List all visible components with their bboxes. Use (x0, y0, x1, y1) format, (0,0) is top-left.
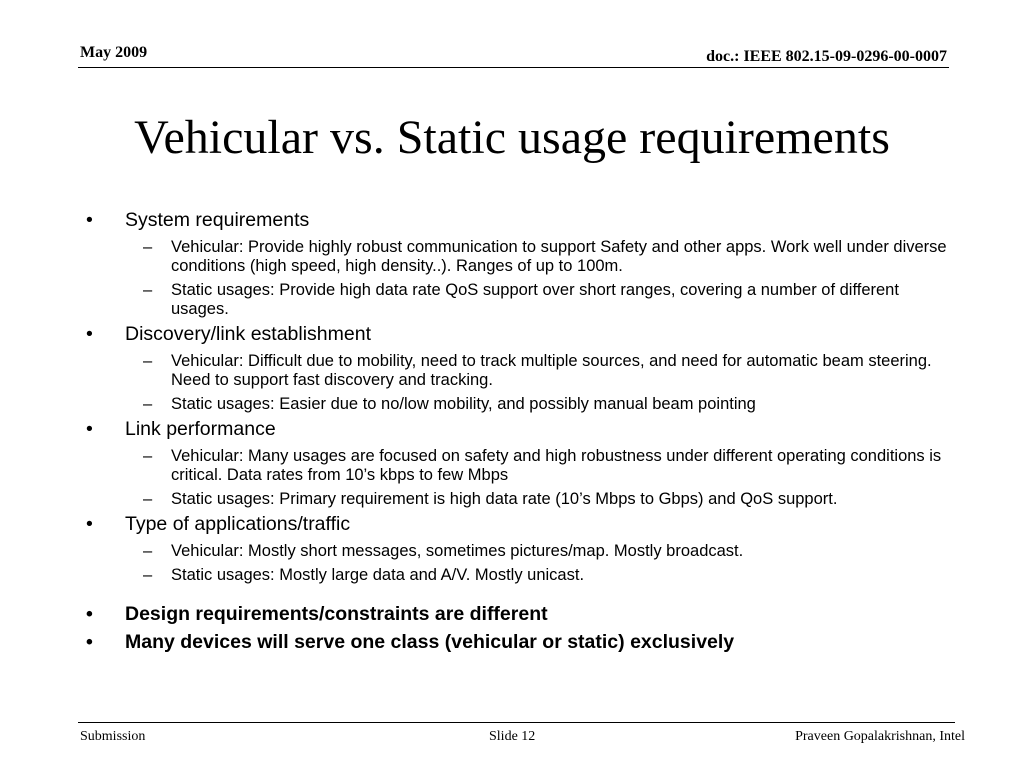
bullet-text: System requirements (125, 209, 310, 231)
bullet-mark: • (86, 513, 93, 535)
sub-bullet-static (143, 395, 951, 414)
sub-bullet-text: Static usages: Mostly large data and A/V. Mostly unicast. (171, 566, 585, 584)
sub-bullet-mark: – (143, 352, 153, 370)
bullet-link-performance (86, 417, 965, 442)
bullet-applications-traffic (86, 512, 965, 537)
sub-bullet-text: Vehicular: Provide highly robust communication to support Safety and other apps. Work well under diverse conditions (high speed, high density..). Ranges of up to 100m. (171, 238, 947, 275)
footer-divider (78, 722, 955, 723)
conclusion-device-class (86, 630, 965, 655)
bullet-mark: • (86, 209, 93, 231)
conclusion-text: Many devices will serve one class (vehicular or static) exclusively (125, 631, 735, 653)
sub-bullet-text: Vehicular: Many usages are focused on safety and high robustness under different operating conditions is critical. Data rates from 10’s kbps to few Mbps (171, 447, 942, 484)
bullet-mark: • (86, 631, 93, 653)
header-divider (78, 67, 949, 68)
sub-bullet-vehicular (143, 352, 951, 390)
sub-bullet-mark: – (143, 490, 153, 508)
sub-bullet-text: Static usages: Easier due to no/low mobility, and possibly manual beam pointing (171, 395, 756, 413)
sub-bullet-static (143, 490, 951, 509)
bullet-mark: • (86, 603, 93, 625)
slide-body (0, 205, 1024, 655)
bullet-text: Link performance (125, 418, 276, 440)
footer-submission: Submission (80, 729, 146, 744)
sub-bullet-mark: – (143, 566, 153, 584)
footer-author: Praveen Gopalakrishnan, Intel (795, 729, 965, 744)
sub-bullet-text: Vehicular: Mostly short messages, sometimes pictures/map. Mostly broadcast. (171, 542, 744, 560)
sub-bullet-mark: – (143, 447, 153, 465)
bullet-discovery-link (86, 322, 965, 347)
sub-bullet-vehicular (143, 542, 951, 561)
bullet-system-requirements (86, 208, 965, 233)
header-date: May 2009 (80, 44, 148, 61)
header-doc-id: doc.: IEEE 802.15-09-0296-00-0007 (706, 48, 947, 65)
sub-bullet-mark: – (143, 395, 153, 413)
sub-bullet-mark: – (143, 238, 153, 256)
conclusion-text: Design requirements/constraints are different (125, 603, 548, 625)
sub-bullet-vehicular (143, 238, 951, 276)
sub-bullet-text: Static usages: Provide high data rate QoS support over short ranges, covering a number of different usages. (171, 281, 899, 318)
bullet-text: Discovery/link establishment (125, 323, 372, 345)
sub-bullet-static (143, 281, 951, 319)
slide-title: Vehicular vs. Static usage requirements (134, 111, 890, 164)
sub-bullet-mark: – (143, 281, 153, 299)
conclusion-design-requirements (86, 602, 965, 627)
bullet-mark: • (86, 323, 93, 345)
sub-bullet-text: Vehicular: Difficult due to mobility, need to track multiple sources, and need for automatic beam steering. Need to support fast discovery and tracking. (171, 352, 932, 389)
bullet-mark: • (86, 418, 93, 440)
sub-bullet-vehicular (143, 447, 951, 485)
footer-slide-number: Slide 12 (489, 729, 536, 744)
sub-bullet-static (143, 566, 951, 585)
sub-bullet-mark: – (143, 542, 153, 560)
bullet-text: Type of applications/traffic (125, 513, 351, 535)
sub-bullet-text: Static usages: Primary requirement is high data rate (10’s Mbps to Gbps) and QoS support. (171, 490, 838, 508)
